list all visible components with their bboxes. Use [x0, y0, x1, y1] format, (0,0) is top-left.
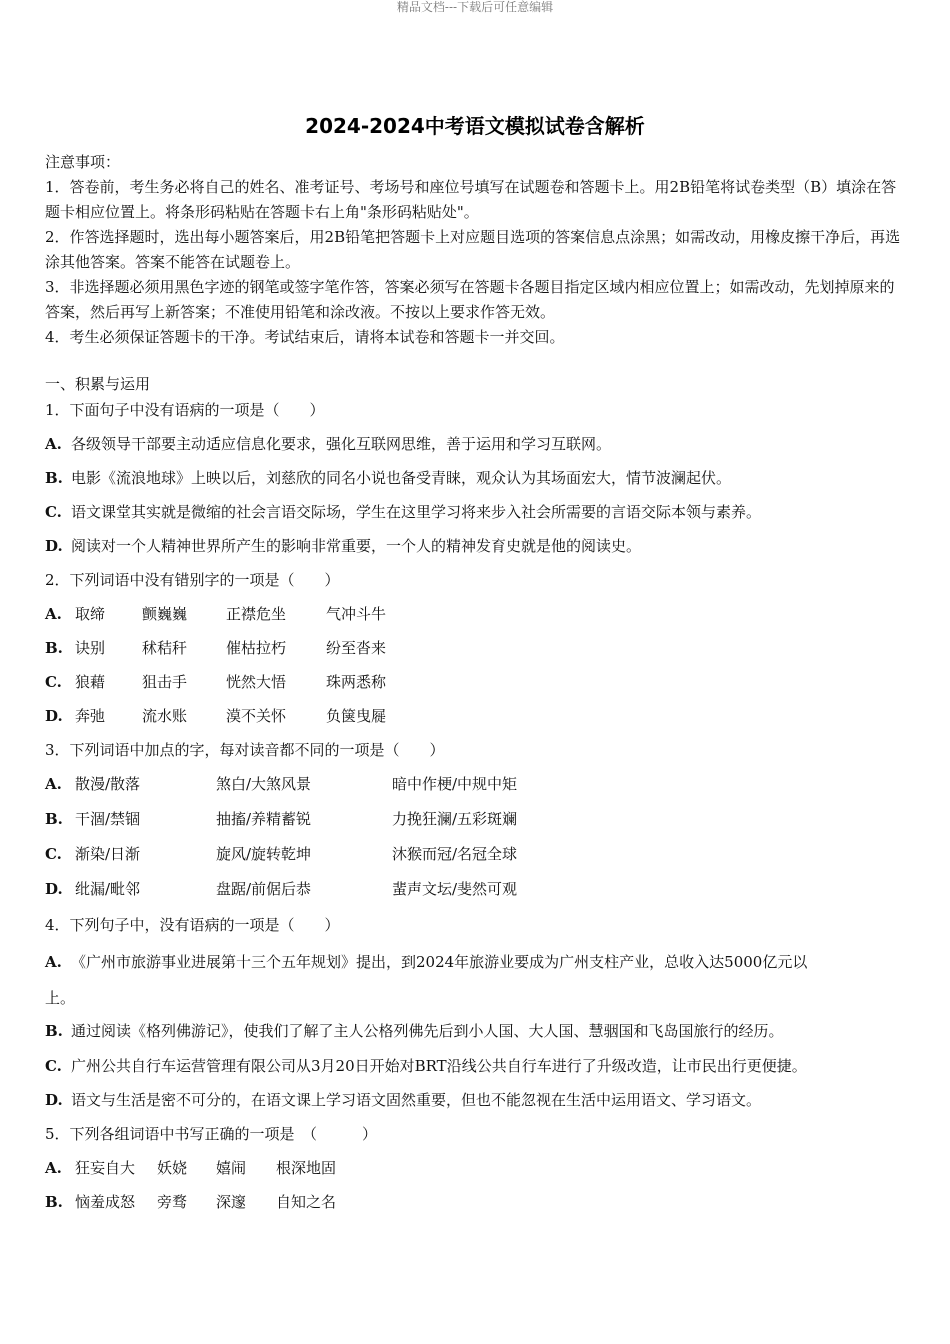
option-letter: A. — [45, 775, 62, 793]
notice-item: 4．考生必须保证答题卡的干净。考试结束后，请将本试卷和答题卡一并交回。 — [45, 328, 565, 346]
option-text: 各级领导干部要主动适应信息化要求，强化互联网思维，善于运用和学习互联网。 — [71, 435, 612, 453]
option-text: 广州公共自行车运营管理有限公司从3月20日开始对BRT沿线公共自行车进行了升级改造，让市民出行更便捷。 — [71, 1057, 807, 1075]
word-pair: 盘踞/前倨后恭 — [216, 880, 312, 898]
word: 狙击手 — [142, 673, 188, 691]
q1-option-c — [45, 501, 761, 523]
word: 流水账 — [142, 707, 188, 725]
word-pair: 蜚声文坛/斐然可观 — [392, 880, 518, 898]
word: 旁骛 — [157, 1193, 188, 1211]
word-pair: 渐染/日渐 — [75, 845, 141, 863]
option-letter: D. — [45, 1091, 63, 1109]
word: 颤巍巍 — [142, 605, 188, 623]
page-title: 2024-2024中考语文模拟试卷含解析 — [305, 114, 645, 138]
word-pair: 力挽狂澜/五彩斑斓 — [392, 810, 518, 828]
q2-option-b — [45, 637, 71, 659]
word: 催枯拉朽 — [226, 639, 287, 657]
word: 嬉闹 — [216, 1159, 247, 1177]
word: 正襟危坐 — [226, 605, 287, 623]
q1-option-a — [45, 433, 611, 455]
word: 恼羞成怒 — [75, 1193, 136, 1211]
word: 气冲斗牛 — [326, 605, 387, 623]
word: 根深地固 — [276, 1159, 337, 1177]
word: 妖娆 — [157, 1159, 188, 1177]
option-letter: A. — [45, 605, 62, 623]
option-letter: D. — [45, 880, 63, 898]
word-pair: 干涸/禁锢 — [75, 810, 141, 828]
word: 狼藉 — [75, 673, 106, 691]
option-text: 通过阅读《格列佛游记》，使我们了解了主人公格列佛先后到小人国、大人国、慧骃国和飞岛国旅行的经历。 — [71, 1022, 784, 1040]
notice-block — [45, 150, 907, 350]
word: 诀别 — [75, 639, 106, 657]
word: 纷至沓来 — [326, 639, 387, 657]
option-letter: B. — [45, 639, 63, 657]
watermark-header: 精品文档---下载后可任意编辑 — [396, 0, 554, 14]
word: 漠不关怀 — [226, 707, 287, 725]
q3-option-c — [45, 843, 71, 865]
word-pair: 旋风/旋转乾坤 — [216, 845, 312, 863]
word: 恍然大悟 — [226, 673, 287, 691]
q2-option-d — [45, 705, 71, 727]
word: 秫秸秆 — [142, 639, 188, 657]
option-text: 语文课堂其实就是微缩的社会言语交际场，学生在这里学习将来步入社会所需要的言语交际本领与素养。 — [71, 503, 762, 521]
word: 自知之名 — [276, 1193, 337, 1211]
word-pair: 煞白/大煞风景 — [216, 775, 312, 793]
section-heading: 一、积累与运用 — [45, 375, 151, 393]
option-letter: A. — [45, 435, 62, 453]
q1-stem: 1．下面句子中没有语病的一项是（ ） — [45, 401, 325, 419]
option-letter: C. — [45, 1057, 62, 1075]
option-letter: D. — [45, 537, 63, 555]
option-text: 《广州市旅游事业进展第十三个五年规划》提出，到2024年旅游业要成为广州支柱产业，总收入达5000亿元以 — [71, 953, 808, 971]
option-letter: C. — [45, 845, 62, 863]
option-letter: A. — [45, 953, 62, 971]
q2-option-a — [45, 603, 71, 625]
notice-item: 3．非选择题必须用黑色字迹的钢笔或签字笔作答，答案必须写在答题卡各题目指定区域内相应位置上；如需改动，先划掉原来的答案，然后再写上新答案；不准使用铅笔和涂改液。不按以上要求作答无效。 — [45, 278, 895, 321]
notice-heading: 注意事项： — [45, 153, 121, 171]
word: 负箧曳屣 — [326, 707, 387, 725]
word-pair: 抽搐/养精蓄锐 — [216, 810, 312, 828]
notice-item: 2．作答选择题时，选出每小题答案后，用2B铅笔把答题卡上对应题目选项的答案信息点涂黑；如需改动，用橡皮擦干净后，再选涂其他答案。答案不能答在试题卷上。 — [45, 228, 901, 271]
q5-option-a — [45, 1157, 71, 1179]
q2-option-c — [45, 671, 71, 693]
word-pair: 散漫/散落 — [75, 775, 141, 793]
q1-option-b — [45, 467, 731, 489]
q4-stem: 4．下列句子中，没有语病的一项是（ ） — [45, 916, 340, 934]
q1-option-d — [45, 535, 641, 557]
word: 奔弛 — [75, 707, 106, 725]
q3-option-a — [45, 773, 71, 795]
word-pair: 暗中作梗/中规中矩 — [392, 775, 518, 793]
q4-option-c — [45, 1055, 807, 1077]
option-letter: C. — [45, 673, 62, 691]
option-letter: A. — [45, 1159, 62, 1177]
option-letter: D. — [45, 707, 63, 725]
word: 取缔 — [75, 605, 106, 623]
option-text: 阅读对一个人精神世界所产生的影响非常重要，一个人的精神发育史就是他的阅读史。 — [71, 537, 642, 555]
q3-option-b — [45, 808, 71, 830]
option-letter: C. — [45, 503, 62, 521]
q4-option-a — [45, 951, 807, 973]
option-letter: B. — [45, 1022, 63, 1040]
q5-option-b — [45, 1191, 71, 1213]
word: 珠两悉称 — [326, 673, 387, 691]
word: 深邃 — [216, 1193, 247, 1211]
option-letter: B. — [45, 1193, 63, 1211]
q3-option-d — [45, 878, 71, 900]
option-letter: B. — [45, 810, 63, 828]
q4-option-b — [45, 1020, 784, 1042]
option-text: 电影《流浪地球》上映以后，刘慈欣的同名小说也备受青睐，观众认为其场面宏大，情节波澜起伏。 — [71, 469, 732, 487]
q5-stem: 5．下列各组词语中书写正确的一项是 （ ） — [45, 1125, 378, 1143]
q4-option-a-continued: 上。 — [45, 989, 76, 1007]
option-letter: B. — [45, 469, 63, 487]
word: 狂妄自大 — [75, 1159, 136, 1177]
notice-item: 1．答卷前，考生务必将自己的姓名、准考证号、考场号和座位号填写在试题卷和答题卡上。用2B铅笔将试卷类型（B）填涂在答题卡相应位置上。将条形码粘贴在答题卡右上角"条形码粘贴处"。 — [45, 178, 897, 221]
q4-option-d — [45, 1089, 761, 1111]
word-pair: 纰漏/毗邻 — [75, 880, 141, 898]
option-text: 语文与生活是密不可分的，在语文课上学习语文固然重要，但也不能忽视在生活中运用语文、学习语文。 — [71, 1091, 762, 1109]
q2-stem: 2．下列词语中没有错别字的一项是（ ） — [45, 571, 340, 589]
word-pair: 沐猴而冠/名冠全球 — [392, 845, 518, 863]
q3-stem: 3．下列词语中加点的字，每对读音都不同的一项是（ ） — [45, 741, 445, 759]
